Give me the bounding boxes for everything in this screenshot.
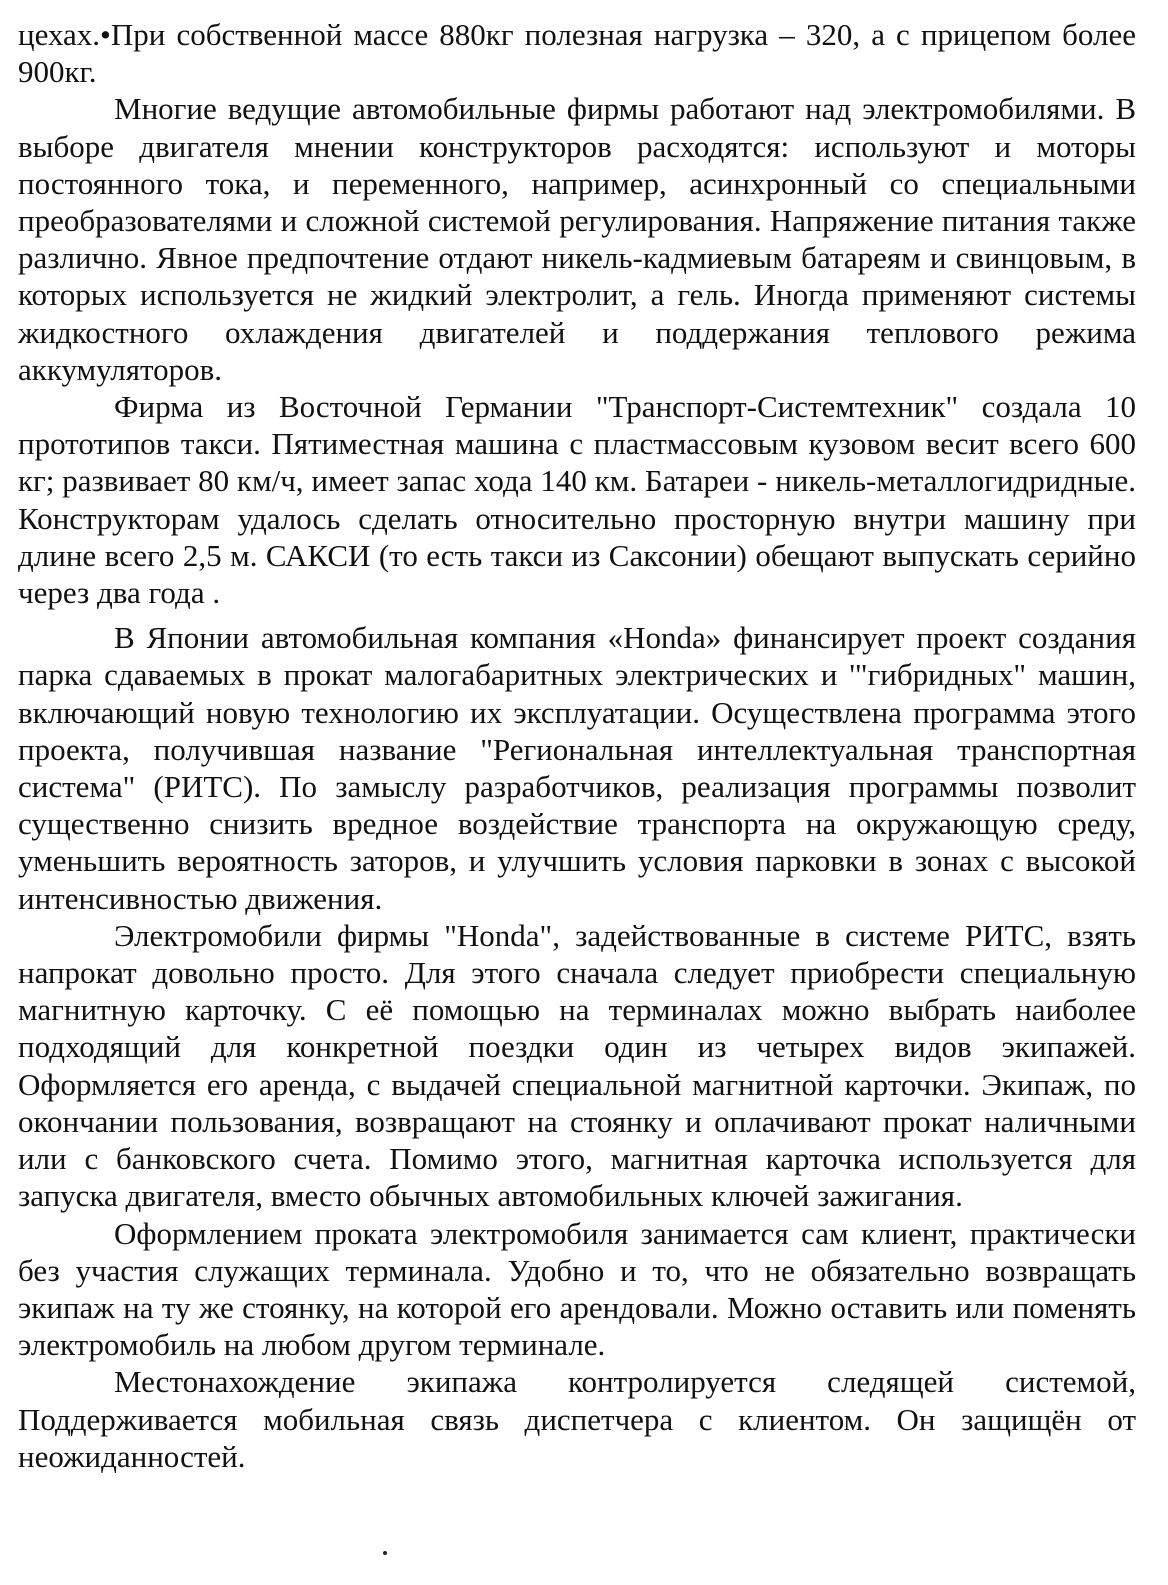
scan-speck xyxy=(383,1551,387,1555)
paragraph-5: Электромобили фирмы "Honda", задействованные в системе РИТС, взять напрокат довольно просто. Для этого сначала следует приобрести специальную магнитную карточку. С её помощью на терминалах можно выбрать наиболее подходящий для конкретной поездки один из четырех видов экипажей. Оформляется его аренда, с выдачей специальной магнитной карточки. Экипаж, по окончании пользования, возвращают на стоянку и оплачивают прокат наличными или с банковского счета. Помимо этого, магнитная карточка используется для запуска двигателя, вместо обычных автомобильных ключей зажигания. xyxy=(18,917,1136,1214)
paragraph-7: Местонахождение экипажа контролируется следящей системой, Поддерживается мобильная связь диспетчера с клиентом. Он защищён от неожиданностей. xyxy=(18,1364,1136,1474)
paragraph-3: Фирма из Восточной Германии "Транспорт-Системтехник" создала 10 прототипов такси. Пятиместная машина с пластмассовым кузовом весит всего 600 кг; развивает 80 км/ч, имеет запас хода 140 км. Батареи - никель-металлогидридные. Конструкторам удалось сделать относительно просторную внутри машину при длине всего 2,5 м. САКСИ (то есть такси из Саксонии) обещают выпускать серийно через два года . xyxy=(18,389,1136,611)
document-page xyxy=(18,16,1136,1475)
paragraph-6: Оформлением проката электромобиля занимается сам клиент, практически без участия служащих терминала. Удобно и то, что не обязательно возвращать экипаж на ту же стоянку, на которой его арендовали. Можно оставить или поменять электромобиль на любом другом терминале. xyxy=(18,1215,1136,1363)
paragraph-2: Многие ведущие автомобильные фирмы работают над электромобилями. В выборе двигателя мнении конструкторов расходятся: используют и моторы постоянного тока, и переменного, например, асинхронный со специальными преобразователями и сложной системой регулирования. Напряжение питания также различно. Явное предпочтение отдают никель-кадмиевым батареям и свинцовым, в которых используется не жидкий электролит, а гель. Иногда применяют системы жидкостного охлаждения двигателей и поддержания теплового режима аккумуляторов. xyxy=(18,91,1136,387)
paragraph-1: цехах.•При собственной массе 880кг полезная нагрузка – 320, а с прицепом более 900кг. xyxy=(18,17,1136,90)
paragraph-4: В Японии автомобильная компания «Honda» финансирует проект создания парка сдаваемых в прокат малогабаритных электрических и '"гибридных" машин, включающий новую технологию их эксплуатации. Осуществлена программа этого проекта, получившая название "Региональная интеллектуальная транспортная система" (РИТС). По замыслу разработчиков, реализация программы позволит существенно снизить вредное воздействие транспорта на окружающую среду, уменьшить вероятность заторов, и улучшить условия парковки в зонах с высокой интенсивностью движения. xyxy=(18,620,1136,916)
